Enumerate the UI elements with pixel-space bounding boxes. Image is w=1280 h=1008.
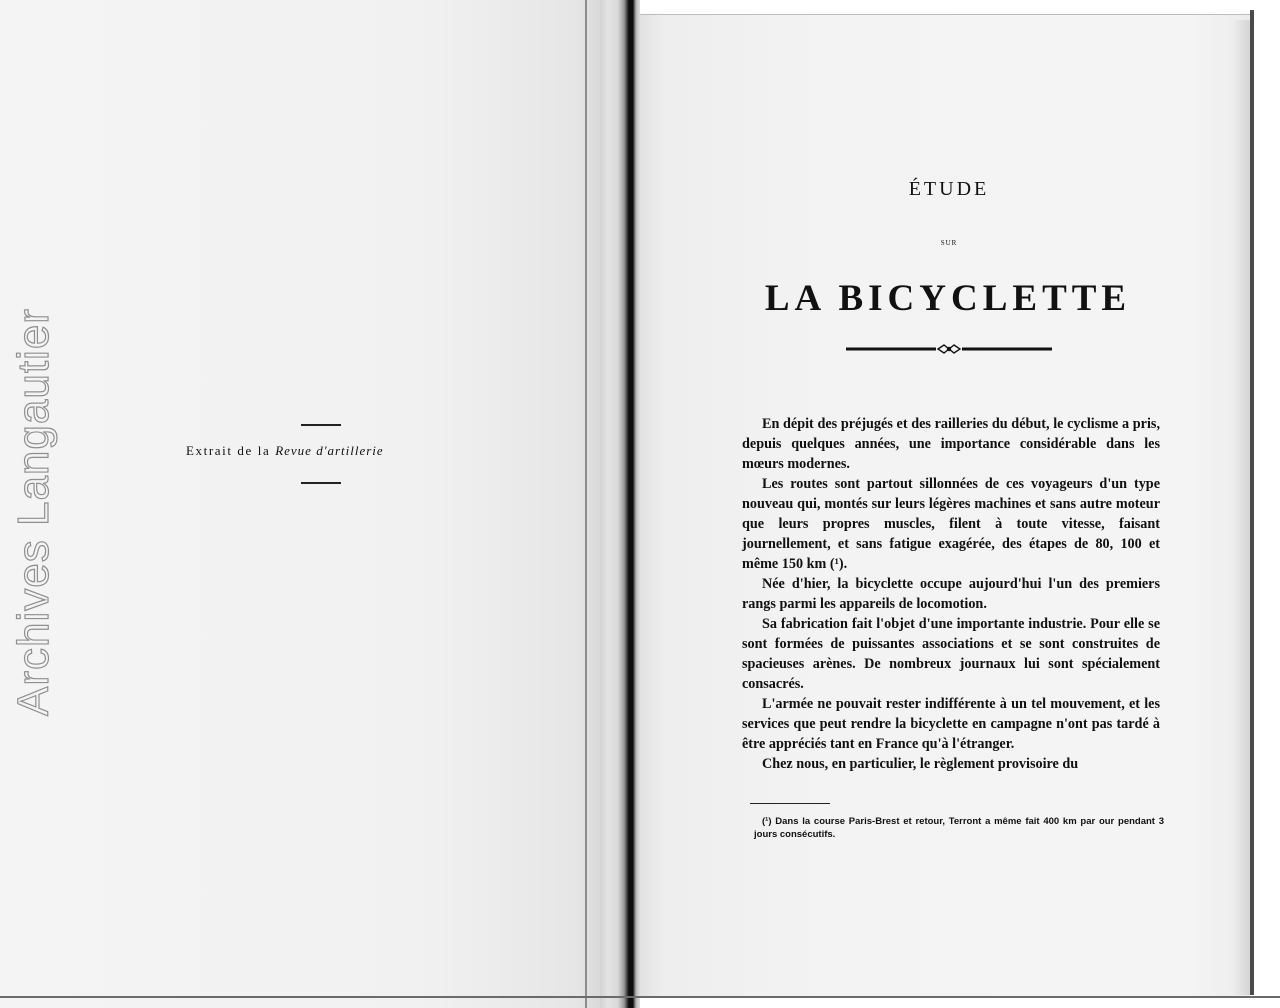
- extrait-rule-bottom: [301, 482, 341, 484]
- footnote-text: (¹) Dans la course Paris-Brest et retour, Terront a même fait 400 km par our pendant 3 jours consécutifs.: [754, 816, 1164, 840]
- watermark: Archives Langautier: [9, 308, 58, 716]
- page-edge-line: [585, 0, 587, 1008]
- ornament-divider: [846, 342, 1052, 356]
- footnote: [754, 815, 1164, 841]
- paragraph: Née d'hier, la bicyclette occupe aujourd'hui l'un des premiers rangs parmi les appareils de locomotion.: [742, 576, 1160, 612]
- heading-sur: SUR: [940, 239, 958, 247]
- main-title: LA BICYCLETTE: [764, 278, 1132, 319]
- paragraph: En dépit des préjugés et des railleries du début, le cyclisme a pris, depuis quelques années, une importance considérable dans les mœurs modernes.: [742, 416, 1160, 472]
- extrait-line: [186, 443, 456, 459]
- paragraph: Sa fabrication fait l'objet d'une importante industrie. Pour elle se sont formées de puissantes associations et se sont construites de spacieuses arènes. De nombreux journaux lui sont spécialement consacrés.: [742, 616, 1160, 692]
- page-edge-shadow: [1232, 20, 1250, 995]
- heading-etude: ÉTUDE: [908, 178, 990, 200]
- paragraph: Chez nous, en particulier, le règlement provisoire du: [762, 756, 1079, 772]
- bottom-edge: [0, 996, 1280, 998]
- body-text: [742, 414, 1160, 774]
- right-page-edge: [1250, 10, 1254, 995]
- ornament-knot: [938, 345, 960, 353]
- book-spine: [600, 0, 640, 1008]
- paragraph: Les routes sont partout sillonnées de ces voyageurs d'un type nouveau qui, montés sur leurs légères machines et sans autre moteur que leurs propres muscles, filent à toute vitesse, faisant journellement, et sans fatigue exagérée, des étapes de 80, 100 et même 150 km (¹).: [742, 476, 1160, 572]
- extrait-prefix: Extrait de la: [186, 443, 271, 458]
- paragraph: L'armée ne pouvait rester indifférente à un tel mouvement, et les services que peut rendre la bicyclette en campagne n'ont pas tardé à être appréciés tant en France qu'à l'étranger.: [742, 696, 1160, 752]
- left-page: [0, 0, 600, 1008]
- footnote-rule: [750, 803, 830, 804]
- extrait-journal-title: Revue d'artillerie: [275, 443, 384, 458]
- extrait-rule-top: [301, 424, 341, 426]
